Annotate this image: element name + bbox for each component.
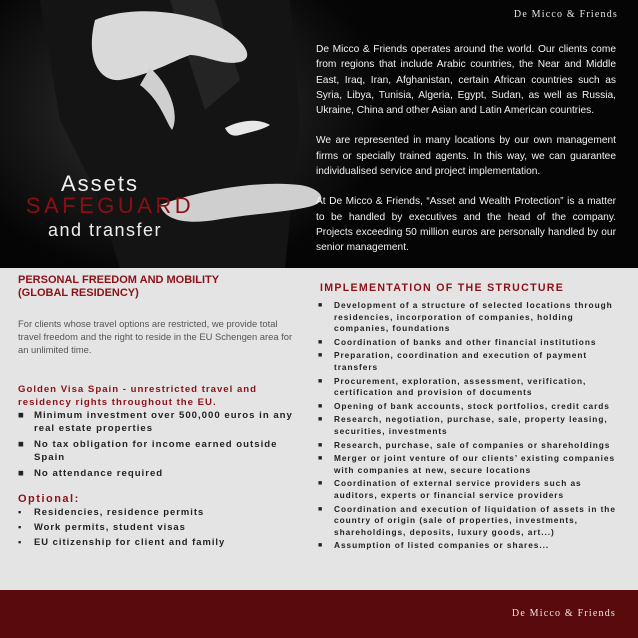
content-area: [0, 268, 638, 590]
list-item: ▪ Residencies, residence permits: [18, 506, 205, 517]
footer-bar: [0, 590, 638, 638]
square-bullet-icon: ■: [318, 338, 324, 346]
list-item: ■ Development of a structure of selected locations through residencies, incorporation of companies, holding companies, foundations: [318, 300, 613, 334]
square-bullet-icon: ■: [318, 302, 324, 309]
square-bullet-icon: ■: [18, 410, 25, 421]
square-bullet-icon: ■: [318, 480, 324, 488]
square-bullet-icon: ■: [18, 439, 25, 450]
list-item: ■ Minimum investment over 500,000 euros in any real estate properties: [18, 410, 293, 434]
implementation-column: [318, 282, 618, 554]
brand-header: De Micco & Friends: [513, 9, 618, 20]
square-bullet-icon: ■: [318, 505, 324, 513]
list-item: ▪ EU citizenship for client and family: [18, 536, 226, 547]
hero-paragraph: De Micco & Friends operates around the world. Our clients come from regions that include Arabic countries, the Near and Middle East, Iraq, Iran, Afghanistan, certain African countries such as Syria, Libya, Tunisia, Algeria, Egypt, Sudan, as well as Russia, Ukraine, China and other Asian and Latin American countries.: [316, 44, 616, 117]
square-bullet-icon: ■: [318, 455, 324, 463]
intro-text: For clients whose travel options are restricted, we provide total travel freedom and the right to reside in the EU Schengen area for an unlimited time.: [18, 318, 293, 355]
list-item: ■ Assumption of listed companies or shares...: [318, 540, 550, 551]
list-item: ■ No tax obligation for income earned outside Spain: [18, 439, 278, 463]
implementation-title: IMPLEMENTATION OF THE STRUCTURE: [320, 282, 565, 294]
square-bullet-icon: ■: [318, 352, 324, 360]
residency-column: [18, 274, 300, 550]
hero-paragraph: We are represented in many locations by our own management firms or specially trained agents. In this way, we can guarantee individualised service and project implementation.: [316, 135, 616, 178]
hero-banner: [0, 0, 638, 268]
list-item: ■ No attendance required: [18, 468, 164, 479]
list-item: ■ Coordination and execution of liquidation of assets in the country of origin (sale of properties, investments, shareholdings, deposits, luxury goods, art...): [318, 503, 616, 537]
list-item: ■ Research, purchase, sale of companies or shareholdings: [318, 439, 611, 450]
square-bullet-icon: ▪: [18, 506, 23, 517]
requirements-list: [18, 409, 300, 480]
list-item: ■ Preparation, coordination and execution of payment transfers: [318, 350, 588, 372]
list-item: ■ Research, negotiation, purchase, sale, property leasing, securities, investments: [318, 414, 608, 436]
hero-description: [316, 42, 616, 268]
golden-visa-heading: Golden Visa Spain - unrestricted travel and residency rights throughout the EU.: [18, 384, 258, 408]
optional-heading: Optional:: [18, 493, 80, 505]
list-item: ■ Coordination of banks and other financial institutions: [318, 336, 597, 347]
list-item: ■ Opening of bank accounts, stock portfolios, credit cards: [318, 400, 610, 411]
tagline-assets: Assets: [60, 171, 140, 196]
square-bullet-icon: ▪: [18, 521, 23, 532]
optional-list: [18, 505, 300, 548]
square-bullet-icon: ■: [318, 402, 324, 410]
square-bullet-icon: ■: [318, 542, 324, 550]
square-bullet-icon: ■: [18, 468, 25, 479]
list-item: ■ Merger or joint venture of our clients’ existing companies with companies at new, secure locations: [318, 453, 616, 475]
section-subtitle: (GLOBAL RESIDENCY): [18, 287, 139, 299]
square-bullet-icon: ■: [318, 441, 324, 449]
hero-paragraph: At De Micco & Friends, “Asset and Wealth Protection” is a matter to be handled by executives and the head of the company. Projects exceeding 50 million euros are personally handled by our senior management.: [316, 196, 616, 254]
brand-footer: De Micco & Friends: [511, 608, 616, 619]
section-title: PERSONAL FREEDOM AND MOBILITY: [18, 274, 220, 286]
list-item: ■ Procurement, exploration, assessment, verification, certification and provision of documents: [318, 375, 587, 398]
tagline-safeguard: SAFEGUARD: [25, 193, 195, 218]
square-bullet-icon: ▪: [18, 536, 23, 547]
square-bullet-icon: ■: [318, 377, 324, 385]
list-item: ■ Coordination of external service providers such as auditors, experts or financial service providers: [318, 478, 582, 500]
square-bullet-icon: ■: [318, 416, 324, 424]
list-item: ▪ Work permits, student visas: [18, 521, 186, 532]
implementation-list: [318, 300, 618, 552]
tagline-transfer: and transfer: [47, 220, 163, 240]
